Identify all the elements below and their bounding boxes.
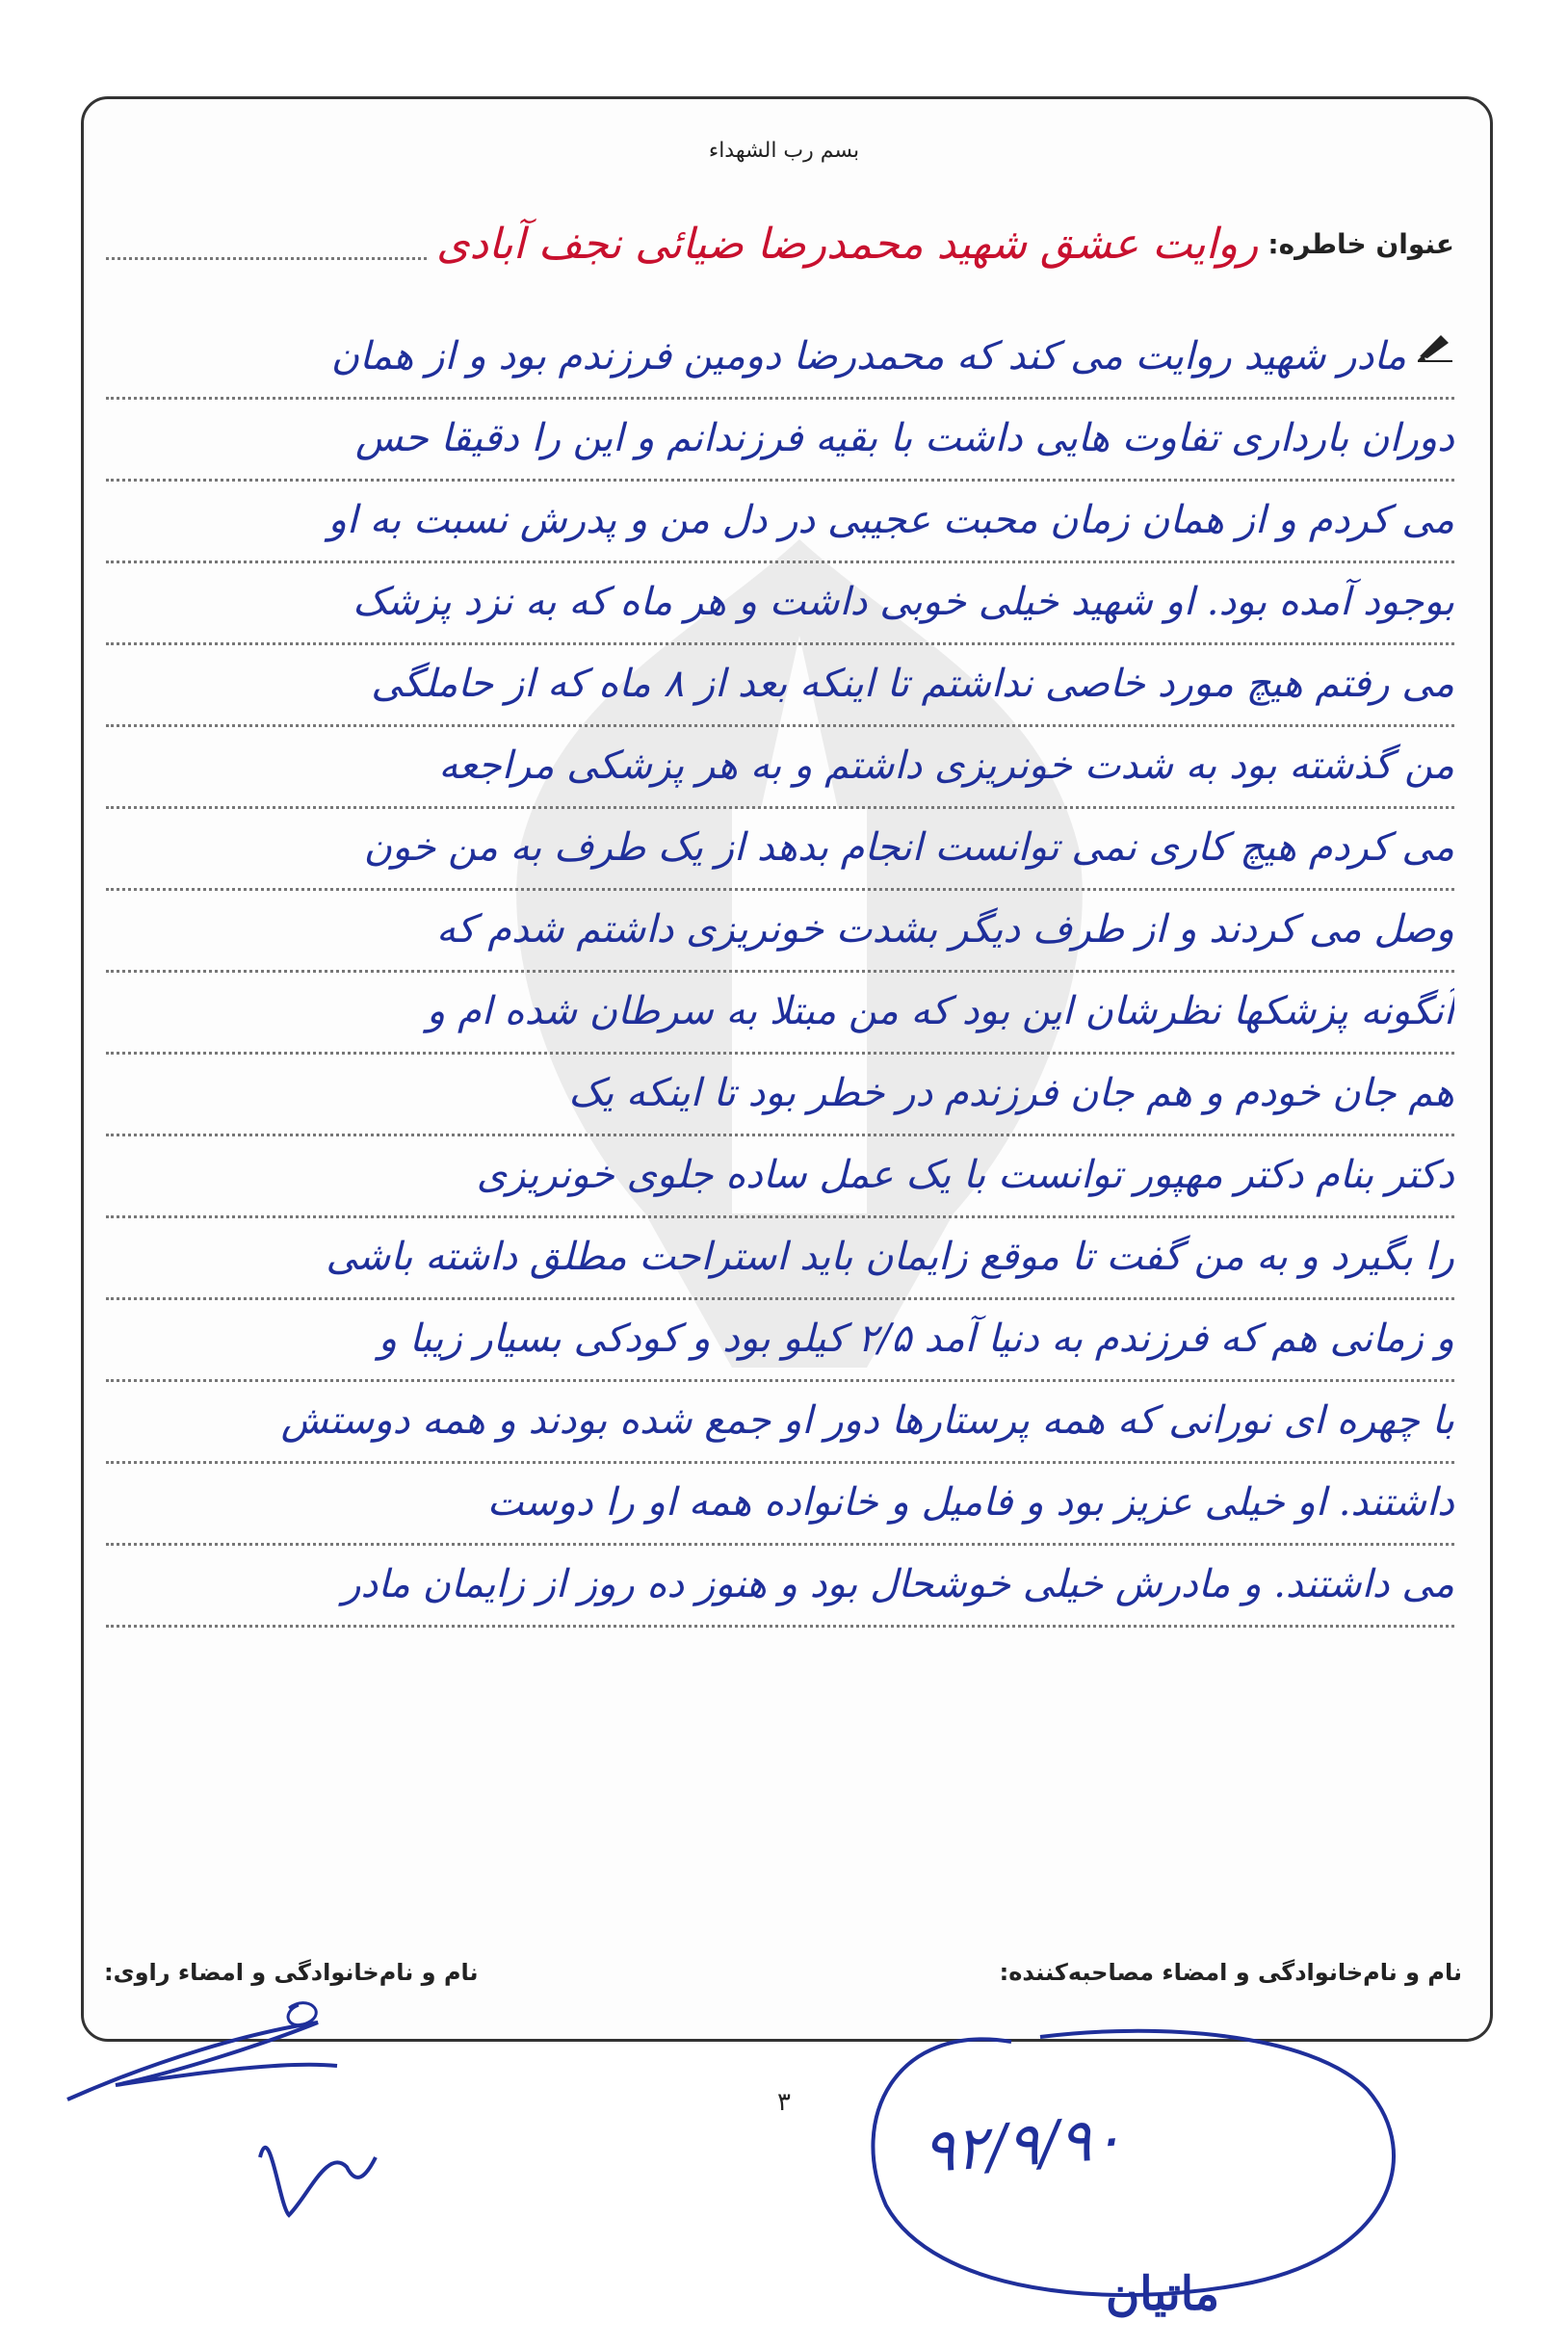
body-line: بوجود آمده بود. او شهید خیلی خوبی داشت و هر ماه که به نزد پزشک <box>106 563 1454 645</box>
body-line: می کردم هیچ کاری نمی توانست انجام بدهد از یک طرف به من خون <box>106 809 1454 891</box>
body-line: مادر شهید روایت می کند که محمدرضا دومین فرزندم بود و از همان <box>106 318 1454 400</box>
body-line: را بگیرد و به من گفت تا موقع زایمان باید استراحت مطلق داشته باشی <box>106 1218 1454 1300</box>
handwritten-body <box>106 318 1454 1628</box>
body-line: می کردم و از همان زمان محبت عجیبی در دل من و پدرش نسبت به او <box>106 482 1454 563</box>
body-line: و زمانی هم که فرزندم به دنیا آمد ۲/۵ کیلو بود و کودکی بسیار زیبا و <box>106 1300 1454 1382</box>
body-line: می رفتم هیچ مورد خاصی نداشتم تا اینکه بعد از ۸ ماه که از حاملگی <box>106 645 1454 727</box>
interviewer-signature-label: نام و نام‌خانوادگی و امضاء مصاحبه‌کننده: <box>999 1959 1462 1986</box>
body-line: وصل می کردند و از طرف دیگر بشدت خونریزی داشتم شدم که <box>106 891 1454 973</box>
body-line: آنگونه پزشکها نظرشان این بود که من مبتلا به سرطان شده ام و <box>106 973 1454 1055</box>
body-line: داشتند. او خیلی عزیز بود و فامیل و خانواده همه او را دوست <box>106 1464 1454 1546</box>
body-line: دوران بارداری تفاوت هایی داشت با بقیه فرزندانم و این را دقیقا حس <box>106 400 1454 482</box>
body-line: با چهره ای نورانی که همه پرستارها دور او جمع شده بودند و همه دوستش <box>106 1382 1454 1464</box>
narrator-signature-name <box>260 2148 376 2215</box>
page-number: ۳ <box>777 2088 791 2117</box>
signature-labels-row <box>104 1959 1462 1986</box>
body-line: دکتر بنام دکتر مهپور توانست با یک عمل ساده جلوی خونریزی <box>106 1136 1454 1218</box>
handwritten-date: ۹۲/۹/۹۰ <box>920 2101 1126 2187</box>
narrator-signature-label: نام و نام‌خانوادگی و امضاء راوی: <box>104 1959 479 1986</box>
title-label: عنوان خاطره: <box>1267 227 1454 260</box>
body-line: می داشتند. و مادرش خیلی خوشحال بود و هنوز ده روز از زایمان مادر <box>106 1546 1454 1628</box>
basmala-heading: بسم رب الشهداء <box>708 139 860 163</box>
body-line: هم جان خودم و هم جان فرزندم در خطر بود تا اینکه یک <box>106 1055 1454 1136</box>
body-line: من گذشته بود به شدت خونریزی داشتم و به هر پزشکی مراجعه <box>106 727 1454 809</box>
title-dotted-line <box>106 257 427 260</box>
interviewer-name: ماتیان <box>1106 2267 1220 2321</box>
title-handwritten: روایت عشق شهید محمدرضا ضیائی نجف آبادی <box>436 219 1259 269</box>
title-row <box>106 210 1454 277</box>
